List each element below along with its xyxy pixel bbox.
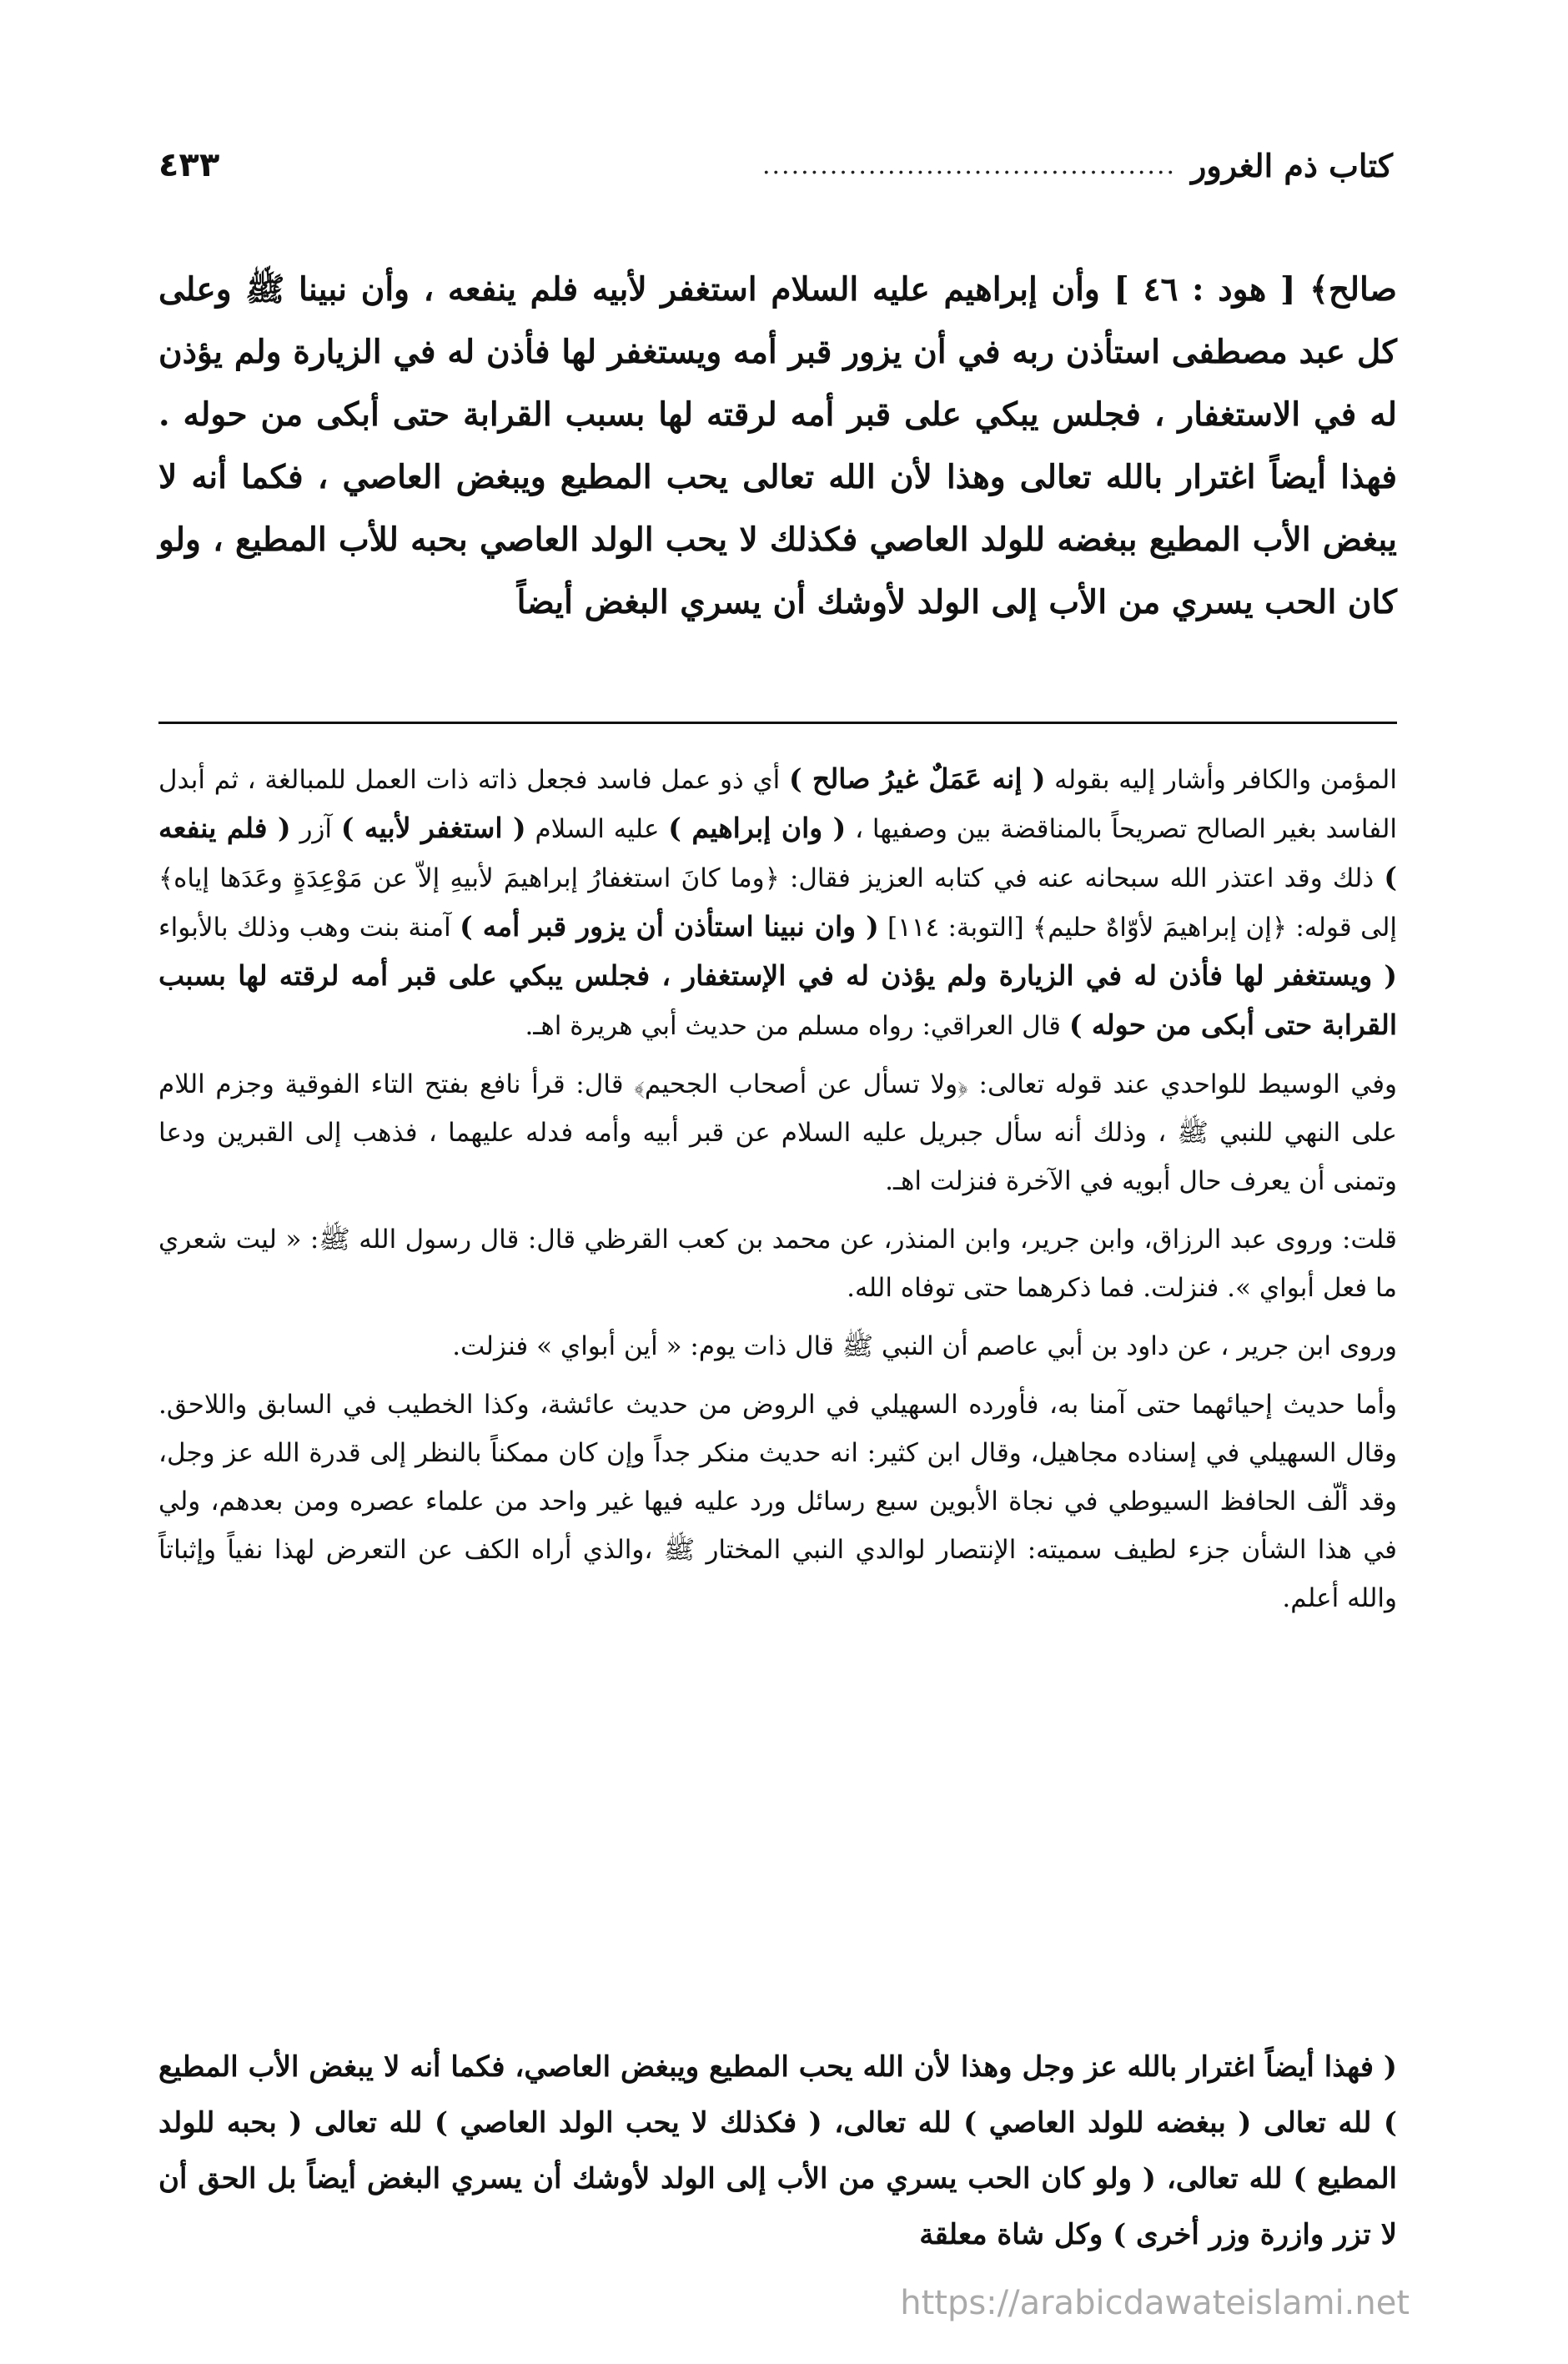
commentary-text: آزر — [290, 814, 341, 844]
commentary-text: أي ذو عمل فاسد فجعل ذاته ذات العمل للمبالغة ، ثم أبدل الفاسد بغير الصالح تصريحاً بالمناقضة بين وصفيها ، — [158, 765, 1398, 844]
commentary-paragraph: وفي الوسيط للواحدي عند قوله تعالى: ﴿ولا تسأل عن أصحاب الجحيم﴾ قال: قرأ نافع بفتح التاء الفوقية وجزم اللام على النهي للنبي ﷺ ، وذلك أنه سأل جبريل عليه السلام عن قبر أبيه وأمه فدله عليهما ، فذهب إلى القبرين ودعا وتمنى أن يعرف حال أبويه في الآخرة فنزلت اهـ. — [158, 1069, 1397, 1196]
header-dot-leader: ........................................... — [761, 150, 1177, 180]
quoted-main-text: ( وان إبراهيم ) — [668, 812, 847, 844]
watermark-url: https://arabicdawateislami.net — [900, 2284, 1410, 2322]
quoted-main-text: ( ويستغفر لها فأذن له في الزيارة ولم يؤذن له في الإستغفار ، فجلس يبكي على قبر أمه لرقته لها بسبب القرابة حتى أبكى من حوله ) — [158, 959, 1397, 1041]
page-header — [158, 140, 1393, 190]
commentary-text: عليه السلام — [525, 814, 669, 844]
main-text: صالح﴾ [ هود : ٤٦ ] وأن إبراهيم عليه السلام استغفر لأبيه فلم ينفعه ، وأن نبينا ﷺ وعلى كل عبد مصطفى استأذن ربه في أن يزور قبر أمه ويستغفر لها فأذن له في الزيارة ولم يؤذن له في الاستغفار ، فجلس يبكي على قبر أمه لرقته لها بسبب القرابة حتى أبكى من حوله . فهذا أيضاً اغترار بالله تعالى وهذا لأن الله تعالى يحب المطيع ويبغض العاصي ، فكما أنه لا يبغض الأب المطيع ببغضه للولد العاصي فكذلك لا يحب الولد العاصي بحبه للأب المطيع ، ولو كان الحب يسري من الأب إلى الولد لأوشك أن يسري البغض أيضاً — [158, 270, 1397, 621]
commentary-paragraph: قلت: وروى عبد الرزاق، وابن جرير، وابن المنذر، عن محمد بن كعب القرظي قال: قال رسول الله ﷺ: « ليت شعري ما فعل أبواي ». فنزلت. فما ذكرهما حتى توفاه الله. — [158, 1225, 1397, 1303]
commentary-paragraph: وروى ابن جرير ، عن داود بن أبي عاصم أن النبي ﷺ قال ذات يوم: « أين أبواي » فنزلت. — [452, 1331, 1397, 1361]
header-title-group — [762, 147, 1393, 184]
footnote-divider — [158, 722, 1397, 724]
quoted-main-text: ( استغفر لأبيه ) — [340, 812, 526, 844]
quoted-main-text: ( وان نبينا استأذن أن يزور قبر أمه ) — [460, 910, 879, 943]
commentary-paragraph — [158, 755, 1397, 1050]
commentary-paragraph: وأما حديث إحيائهما حتى آمنا به، فأورده السهيلي في الروض من حديث عائشة، وكذا الخطيب في السابق واللاحق. وقال السهيلي في إسناده مجاهيل، وقال ابن كثير: انه حديث منكر جداً وإن كان ممكناً بالنظر إلى قدرة الله عز وجل، وقد ألّف الحافظ السيوطي في نجاة الأبوين سبع رسائل ورد عليه فيها غير واحد من علماء عصره ومن بعدهم، ولي في هذا الشأن جزء لطيف سميته: الإنتصار لوالدي النبي المختار ﷺ ،والذي أراه الكف عن التعرض لهذا نفياً وإثباتاً والله أعلم. — [158, 1390, 1397, 1613]
quoted-main-text: ( إنه عَمَلٌ غيرُ صالح ) — [788, 762, 1046, 795]
commentary-text: آمنة بنت وهب وذلك بالأبواء — [158, 913, 460, 943]
commentary-text: قال العراقي: رواه مسلم من حديث أبي هريرة اهـ. — [525, 1011, 1069, 1041]
commentary-text: المؤمن والكافر وأشار إليه بقوله — [1045, 765, 1397, 795]
quoted-main-text: ( فلم ينفعه ) — [158, 812, 1397, 893]
commentary — [158, 755, 1397, 1632]
commentary-text: ذلك وقد اعتذر الله سبحانه عنه في كتابه العزيز فقال: ﴿وما كانَ استغفارُ إبراهيمَ لأبيهِ إلاّ عن مَوْعِدَةٍ وعَدَها إياه﴾ إلى قوله: ﴿إن إبراهيمَ لأوّاهٌ حليم﴾ [التوبة: ١١٤] — [158, 863, 1398, 943]
running-title: كتاب ذم الغرور — [1191, 146, 1393, 184]
page-number: ٤٣٣ — [158, 146, 220, 184]
main-text-continued: ( فهذا أيضاً اغترار بالله عز وجل وهذا لأن الله يحب المطيع ويبغض العاصي، فكما أنه لا يبغض الأب المطيع ) لله تعالى ( ببغضه للولد العاصي ) لله تعالى، ( فكذلك لا يحب الولد العاصي ) لله تعالى ( بحبه للولد المطيع ) لله تعالى، ( ولو كان الحب يسري من الأب إلى الولد لأوشك أن يسري البغض أيضاً بل الحق أن لا تزر وازرة وزر أخرى ) وكل شاة معلقة — [158, 2050, 1397, 2251]
